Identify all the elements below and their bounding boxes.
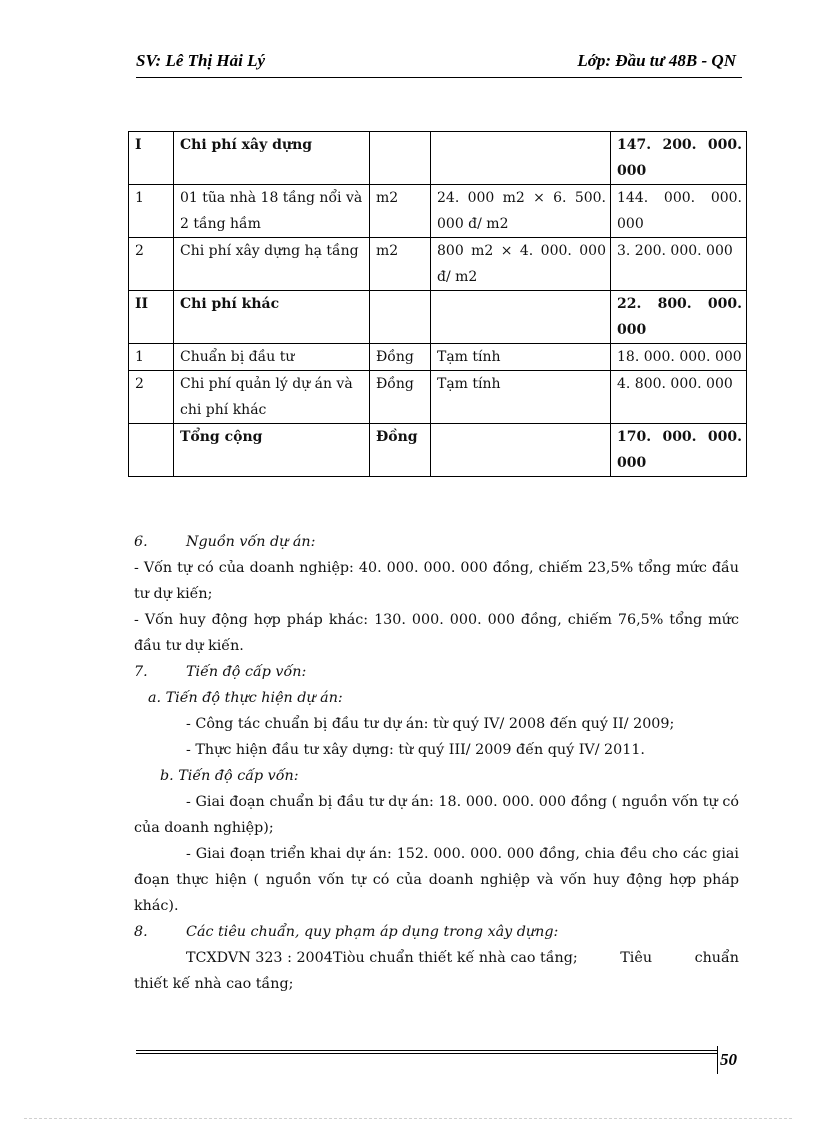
section-8-heading [134, 919, 739, 945]
section-title: Nguồn vốn dự án: [186, 534, 316, 550]
row-number-cell: 2 [129, 371, 174, 424]
unit-cell: Đồng [370, 424, 431, 477]
footer-rule-vertical [717, 1046, 718, 1074]
paragraph: - Công tác chuẩn bị đầu tư dự án: từ quý IV/ 2008 đến quý II/ 2009; [186, 716, 675, 732]
calculation-cell: 800 m2 × 4. 000. 000 đ/ m2 [431, 238, 611, 291]
section-number: 7. [134, 664, 148, 680]
amount-cell: 3. 200. 000. 000 [611, 238, 747, 291]
amount-cell: 22. 800. 000. 000 [611, 291, 747, 344]
cost-item-cell: Chuẩn bị đầu tư [174, 344, 370, 371]
calculation-cell: Tạm tính [431, 344, 611, 371]
investment-cost-table [128, 131, 747, 477]
row-number-cell: 1 [129, 185, 174, 238]
footer-rule [136, 1050, 717, 1051]
unit-cell: Đồng [370, 371, 431, 424]
table-row [129, 291, 747, 344]
standard-word: Tiêu [620, 950, 653, 966]
paragraph: - Giai đoạn triển khai dự án: 152. 000. 000. 000 đồng, chia đều cho các giai đoạn thực hiện ( nguồn vốn tự có của doanh nghiệp và vốn huy động hợp pháp khác). [134, 846, 739, 914]
row-number-cell: II [129, 291, 174, 344]
row-number-cell [129, 424, 174, 477]
cost-item-cell: Chi phí xây dựng [174, 132, 370, 185]
amount-cell: 18. 000. 000. 000 [611, 344, 747, 371]
class-name: Lớp: Đầu tư 48B - QN [577, 51, 736, 70]
paragraph: - Vốn tự có của doanh nghiệp: 40. 000. 000. 000 đồng, chiếm 23,5% tổng mức đầu tư dự kiến; [134, 560, 739, 602]
paragraph: - Giai đoạn chuẩn bị đầu tư dự án: 18. 000. 000. 000 đồng ( nguồn vốn tự có của doanh nghiệp); [134, 794, 739, 836]
page-number: 50 [720, 1050, 737, 1069]
section-7-heading [134, 659, 739, 685]
page-edge [24, 1118, 792, 1119]
unit-cell: m2 [370, 238, 431, 291]
paragraph: - Thực hiện đầu tư xây dựng: từ quý III/ 2009 đến quý IV/ 2011. [186, 742, 645, 758]
amount-cell: 144. 000. 000. 000 [611, 185, 747, 238]
amount-cell: 147. 200. 000. 000 [611, 132, 747, 185]
table-row [129, 132, 747, 185]
row-number-cell: 2 [129, 238, 174, 291]
table-row [129, 344, 747, 371]
cost-item-cell: Chi phí quản lý dự án và chi phí khác [174, 371, 370, 424]
section-number: 8. [134, 924, 148, 940]
document-body [134, 529, 739, 997]
standard-code: TCXDVN 323 : 2004Tiòu chuẩn thiết kế nhà cao tầng; [186, 950, 578, 966]
table-row [129, 424, 747, 477]
unit-cell: m2 [370, 185, 431, 238]
paragraph: - Vốn huy động hợp pháp khác: 130. 000. 000. 000 đồng, chiếm 76,5% tổng mức đầu tư dự kiến. [134, 612, 739, 654]
calculation-cell [431, 132, 611, 185]
unit-cell [370, 291, 431, 344]
table-row [129, 238, 747, 291]
paragraph: thiết kế nhà cao tầng; [134, 976, 294, 992]
cost-item-cell: Tổng cộng [174, 424, 370, 477]
cost-item-cell: 01 tũa nhà 18 tầng nổi và 2 tầng hầm [174, 185, 370, 238]
standard-line [134, 945, 739, 971]
calculation-cell [431, 424, 611, 477]
student-name: SV: Lê Thị Hải Lý [136, 51, 266, 70]
amount-cell: 170. 000. 000. 000 [611, 424, 747, 477]
footer-rule [136, 1053, 717, 1054]
unit-cell [370, 132, 431, 185]
section-title: Các tiêu chuẩn, quy phạm áp dụng trong xây dựng: [186, 924, 559, 940]
calculation-cell: Tạm tính [431, 371, 611, 424]
standard-word: chuẩn [694, 950, 739, 966]
section-number: 6. [134, 534, 148, 550]
subsection-b-heading: b. Tiến độ cấp vốn: [160, 768, 299, 784]
page-header [136, 47, 742, 78]
table-row [129, 185, 747, 238]
calculation-cell [431, 291, 611, 344]
amount-cell: 4. 800. 000. 000 [611, 371, 747, 424]
section-title: Tiến độ cấp vốn: [186, 664, 307, 680]
row-number-cell: 1 [129, 344, 174, 371]
cost-item-cell: Chi phí xây dựng hạ tầng [174, 238, 370, 291]
row-number-cell: I [129, 132, 174, 185]
section-6-heading [134, 529, 739, 555]
unit-cell: Đồng [370, 344, 431, 371]
calculation-cell: 24. 000 m2 × 6. 500. 000 đ/ m2 [431, 185, 611, 238]
cost-item-cell: Chi phí khác [174, 291, 370, 344]
subsection-a-heading: a. Tiến độ thực hiện dự án: [148, 690, 343, 706]
table-row [129, 371, 747, 424]
